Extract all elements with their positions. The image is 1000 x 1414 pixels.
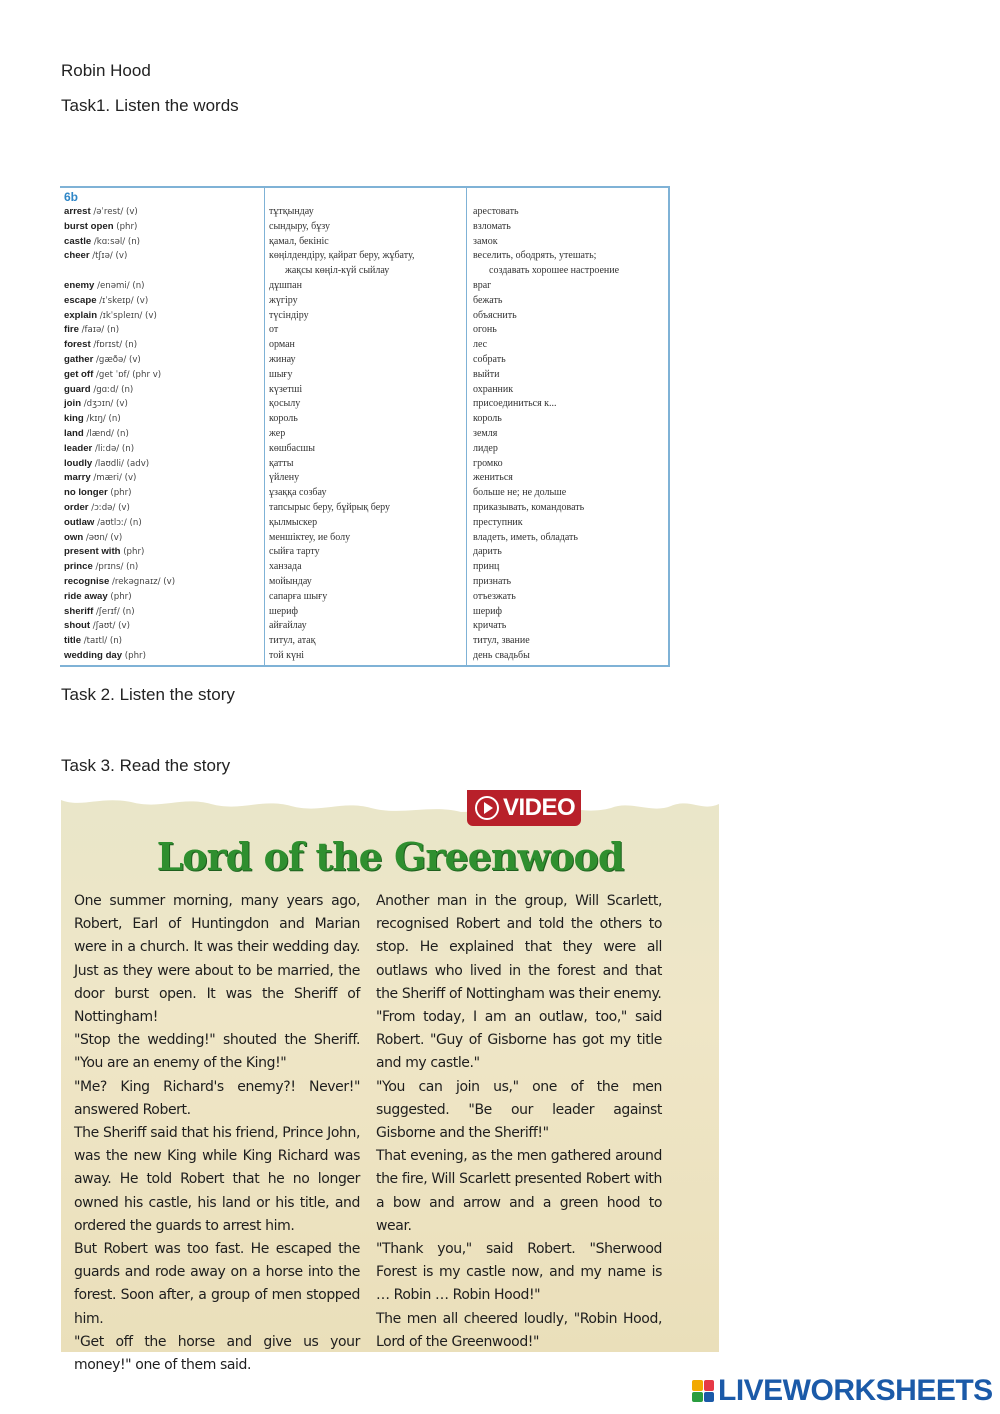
- vocab-kazakh: [269, 531, 464, 546]
- vocab-phonetic: /prɪns/ (n): [95, 562, 139, 573]
- vocab-word: [64, 545, 260, 560]
- vocab-kazakh-text: қосылу: [269, 398, 301, 410]
- vocab-kazakh-text: дұшпан: [269, 279, 302, 291]
- vocab-russian: [473, 486, 666, 501]
- unit-label: 6b: [64, 190, 79, 204]
- vocab-headword: land: [64, 427, 84, 439]
- vocab-word: [64, 427, 260, 442]
- vocab-headword: gather: [64, 353, 94, 365]
- vocab-kazakh: [269, 471, 464, 486]
- vocab-kazakh-text: ұзаққа созбау: [269, 487, 327, 499]
- vocab-kazakh: [269, 605, 464, 620]
- vocab-headword: enemy: [64, 279, 95, 291]
- vocab-russian-text: день свадьбы: [473, 649, 530, 661]
- vocab-headword: leader: [64, 442, 93, 454]
- vocab-word: [64, 279, 260, 294]
- vocab-russian: [473, 634, 666, 649]
- story-panel: [61, 790, 719, 1374]
- task3-heading: Task 3. Read the story: [61, 756, 231, 775]
- vocab-kazakh-text: шығу: [269, 368, 293, 380]
- vocab-kazakh: [269, 249, 464, 279]
- vocab-russian-text: шериф: [473, 605, 502, 617]
- task1-heading: Task1. Listen the words: [61, 96, 239, 115]
- vocab-headword: fire: [64, 324, 79, 336]
- vocab-headword: escape: [64, 294, 97, 306]
- russian-column: [466, 188, 666, 665]
- vocab-russian: [473, 294, 666, 309]
- vocab-headword: shout: [64, 620, 91, 632]
- vocab-russian-text: взломать: [473, 220, 511, 232]
- vocab-headword: present with: [64, 546, 121, 558]
- vocab-russian-text: охранник: [473, 383, 514, 395]
- vocab-russian: [473, 575, 666, 590]
- vocab-phonetic: /ɪˈskeɪp/ (v): [99, 295, 149, 306]
- vocab-phonetic: (phr): [116, 221, 138, 232]
- vocab-russian-text: больше не; не дольше: [473, 487, 567, 499]
- vocab-russian-text: замок: [473, 235, 498, 247]
- vocab-headword: loudly: [64, 457, 93, 469]
- vocab-kazakh: [269, 383, 464, 398]
- video-label: VIDEO: [503, 794, 576, 821]
- vocab-kazakh-text: мойындау: [269, 575, 312, 587]
- vocab-word: [64, 368, 260, 383]
- vocab-word: [64, 220, 260, 235]
- video-button[interactable]: [467, 790, 581, 826]
- vocab-kazakh: [269, 220, 464, 235]
- vocab-phonetic: /dʒɔɪn/ (v): [83, 399, 128, 410]
- vocab-russian-text: бежать: [473, 294, 503, 306]
- vocab-kazakh-text: король: [269, 413, 298, 425]
- vocab-russian-text: враг: [473, 279, 492, 291]
- vocab-kazakh-text: қамал, бекініс: [269, 235, 329, 247]
- vocab-russian: [473, 619, 666, 634]
- vocab-russian: [473, 338, 666, 353]
- vocab-russian: [473, 457, 666, 472]
- vocab-kazakh: [269, 457, 464, 472]
- vocab-russian-text: веселить, ободрять, утешать;: [473, 250, 597, 262]
- vocab-russian-text-cont: создавать хорошее настроение: [489, 265, 620, 277]
- vocab-phonetic: (phr): [110, 591, 132, 602]
- vocab-kazakh-text: сындыру, бұзу: [269, 220, 331, 232]
- vocab-kazakh-text: жүгіру: [269, 294, 298, 306]
- vocab-kazakh: [269, 279, 464, 294]
- vocab-russian: [473, 353, 666, 368]
- vocab-phonetic: /gæðə/ (v): [96, 354, 141, 365]
- vocab-phonetic: /liːdə/ (n): [94, 443, 135, 454]
- vocab-headword: prince: [64, 561, 93, 573]
- story-paragraph: Another man in the group, Will Scarlett, recognised Robert and told the others to stop. He explained that they were all outlaws who lived in the forest and that the Sheriff of Nottingham was their enemy.: [376, 893, 662, 1002]
- vocab-phonetic: /əˈrest/ (v): [93, 207, 138, 217]
- vocab-word: [64, 516, 260, 531]
- vocab-phonetic: /fɒrɪst/ (n): [93, 340, 138, 351]
- vocab-phonetic: /ɪkˈspleɪn/ (v): [99, 310, 157, 321]
- vocab-russian: [473, 309, 666, 324]
- vocab-kazakh: [269, 516, 464, 531]
- vocab-russian-text: арестовать: [473, 206, 519, 217]
- vocab-headword: sheriff: [64, 605, 94, 617]
- vocab-kazakh-text: орман: [269, 339, 295, 351]
- vocab-russian: [473, 560, 666, 575]
- vocab-word: [64, 338, 260, 353]
- vocab-word: [64, 412, 260, 427]
- vocab-word: [64, 619, 260, 634]
- vocab-kazakh: [269, 590, 464, 605]
- vocab-headword: burst open: [64, 220, 114, 232]
- vocab-kazakh-text: қылмыскер: [269, 516, 318, 528]
- vocab-headword: no longer: [64, 487, 108, 499]
- vocab-russian: [473, 397, 666, 412]
- vocab-russian: [473, 590, 666, 605]
- story-paragraph: "Me? King Richard's enemy?! Never!" answered Robert.: [74, 1078, 360, 1118]
- vocab-word: [64, 397, 260, 412]
- vocab-kazakh-text: сыйға тарту: [269, 546, 320, 558]
- vocab-russian: [473, 279, 666, 294]
- vocab-russian-text: объяснить: [473, 309, 517, 321]
- english-column: [64, 188, 260, 665]
- vocab-headword: arrest: [64, 206, 91, 217]
- vocab-headword: marry: [64, 472, 91, 484]
- vocab-kazakh: [269, 486, 464, 501]
- vocab-russian: [473, 368, 666, 383]
- vocab-russian-text: признать: [473, 575, 512, 587]
- vocab-kazakh-text: айғайлау: [269, 620, 307, 632]
- vocab-word: [64, 309, 260, 324]
- vocab-phonetic: /ʃerɪf/ (n): [96, 606, 135, 617]
- vocab-kazakh-text: көңілдендіру, қайрат беру, жұбату,: [269, 250, 415, 262]
- vocab-word: [64, 590, 260, 605]
- vocab-phonetic: /gɑːd/ (n): [93, 384, 134, 395]
- vocab-russian: [473, 323, 666, 338]
- vocab-kazakh-text: ханзада: [269, 561, 302, 573]
- vocab-phonetic: /aʊtlɔː/ (n): [97, 517, 142, 528]
- vocab-russian: [473, 531, 666, 546]
- play-icon: [475, 796, 499, 820]
- vocab-word: [64, 442, 260, 457]
- vocab-headword: join: [64, 398, 82, 410]
- vocab-headword: cheer: [64, 250, 90, 262]
- vocab-kazakh: [269, 353, 464, 368]
- vocab-russian-text: принц: [473, 561, 500, 573]
- vocab-kazakh-text: от: [269, 324, 279, 336]
- vocab-kazakh: [269, 634, 464, 649]
- vocab-russian-text: огонь: [473, 324, 497, 336]
- vocab-kazakh: [269, 323, 464, 338]
- vocab-russian-text: дарить: [473, 546, 502, 558]
- vocab-russian-text: жениться: [473, 472, 513, 484]
- vocab-word: [64, 457, 260, 472]
- vocab-phonetic: /ʃaʊt/ (v): [92, 621, 130, 632]
- vocab-russian-text: выйти: [473, 368, 500, 380]
- liveworksheets-logo[interactable]: [692, 1376, 993, 1406]
- logo-text: LIVEWORKSHEETS: [718, 1374, 993, 1407]
- vocab-headword: own: [64, 531, 84, 543]
- vocab-headword: wedding day: [64, 649, 123, 661]
- vocab-kazakh-text: меншіктеу, ие болу: [269, 531, 351, 543]
- vocab-phonetic: /tʃɪə/ (v): [92, 251, 128, 262]
- vocab-kazakh-text: көшбасшы: [269, 442, 315, 454]
- story-paragraph: The Sheriff said that his friend, Prince John, was the new King while King Richard was away. He told Robert that he no longer owned his castle, his land or his title, and ordered the guards to arrest him.: [74, 1125, 360, 1234]
- vocab-word: [64, 501, 260, 516]
- vocab-word: [64, 634, 260, 649]
- vocab-headword: outlaw: [64, 516, 95, 528]
- vocab-kazakh-text: түсіндіру: [269, 309, 309, 321]
- story-paragraph: That evening, as the men gathered around the fire, Will Scarlett presented Robert with a bow and arrow and a green hood to wear.: [376, 1148, 662, 1234]
- vocab-russian: [473, 427, 666, 442]
- vocab-russian: [473, 501, 666, 516]
- story-paragraph: "Get off the horse and give us your money!" one of them said.: [74, 1333, 360, 1374]
- vocab-phonetic: /laʊdli/ (adv): [94, 458, 150, 469]
- vocab-russian-text: громко: [473, 457, 503, 469]
- vocab-kazakh-text: жер: [269, 427, 286, 439]
- vocab-headword: castle: [64, 235, 92, 247]
- vocab-headword: order: [64, 501, 89, 513]
- story-title: Lord of the Greenwood: [156, 834, 624, 879]
- vocab-kazakh-text: қатты: [269, 457, 294, 469]
- vocab-kazakh: [269, 560, 464, 575]
- vocab-phonetic: /taɪtl/ (n): [83, 636, 122, 647]
- vocab-headword: guard: [64, 383, 91, 395]
- vocab-kazakh: [269, 442, 464, 457]
- vocab-russian: [473, 205, 666, 220]
- vocab-kazakh-text: титул, атақ: [269, 635, 316, 647]
- vocab-word: [64, 531, 260, 546]
- vocab-word: [64, 649, 260, 664]
- vocab-russian: [473, 235, 666, 250]
- vocab-kazakh: [269, 294, 464, 309]
- vocab-russian: [473, 516, 666, 531]
- vocab-kazakh: [269, 338, 464, 353]
- vocab-word: [64, 235, 260, 250]
- vocab-russian: [473, 545, 666, 560]
- vocab-kazakh: [269, 235, 464, 250]
- vocab-kazakh-text: үйлену: [269, 472, 300, 484]
- vocab-kazakh: [269, 501, 464, 516]
- story-paragraph: "From today, I am an outlaw, too," said Robert. "Guy of Gisborne has got my title and my castle.": [376, 1009, 662, 1072]
- vocab-russian-text: король: [473, 413, 502, 425]
- story-paragraph: But Robert was too fast. He escaped the guards and rode away on a horse into the forest. Soon after, a group of men stopped him.: [74, 1241, 360, 1327]
- vocab-russian-text: владеть, иметь, обладать: [473, 531, 578, 543]
- document-title: Robin Hood: [61, 61, 151, 80]
- vocab-headword: get off: [64, 368, 94, 380]
- story-paragraph: "Thank you," said Robert. "Sherwood Forest is my castle now, and my name is … Robin … Robin Hood!": [376, 1241, 662, 1304]
- vocab-phonetic: (phr): [124, 650, 146, 661]
- task2-heading: Task 2. Listen the story: [61, 685, 235, 704]
- vocab-phonetic: /rekəgnaɪz/ (v): [112, 576, 176, 587]
- vocab-phonetic: /faɪə/ (n): [81, 325, 120, 336]
- vocab-russian-text: лес: [473, 339, 488, 351]
- vocab-phonetic: /əʊn/ (v): [85, 532, 123, 543]
- vocab-russian-text: отъезжать: [473, 590, 516, 602]
- vocab-kazakh-text: той күні: [269, 649, 305, 661]
- vocab-russian-text: земля: [473, 427, 498, 439]
- vocab-russian-text: кричать: [473, 620, 507, 632]
- vocab-phonetic: /ɔːdə/ (v): [91, 502, 130, 513]
- vocab-headword: explain: [64, 309, 98, 321]
- story-paragraph: The men all cheered loudly, "Robin Hood, Lord of the Greenwood!": [376, 1310, 662, 1350]
- story-paragraph: "Stop the wedding!" shouted the Sheriff. "You are an enemy of the King!": [74, 1032, 360, 1072]
- vocab-word: [64, 323, 260, 338]
- vocab-russian: [473, 220, 666, 235]
- vocab-kazakh-text-cont: жақсы көңіл-күй сыйлау: [285, 265, 390, 277]
- vocab-kazakh: [269, 575, 464, 590]
- vocab-kazakh: [269, 309, 464, 324]
- vocab-phonetic: /kɑːsəl/ (n): [93, 236, 141, 247]
- vocab-kazakh: [269, 397, 464, 412]
- vocab-russian: [473, 442, 666, 457]
- vocab-kazakh: [269, 427, 464, 442]
- vocab-phonetic: (phr): [110, 488, 132, 499]
- vocab-word: [64, 486, 260, 501]
- vocab-kazakh: [269, 368, 464, 383]
- vocab-phonetic: /get ˈɒf/ (phr v): [95, 369, 162, 380]
- vocab-russian-text: лидер: [473, 442, 498, 454]
- vocab-kazakh-text: тұтқындау: [269, 206, 314, 217]
- vocab-kazakh-text: жинау: [269, 353, 296, 365]
- vocab-word: [64, 560, 260, 575]
- story-left-column: [74, 890, 360, 1377]
- vocab-kazakh: [269, 412, 464, 427]
- vocab-headword: king: [64, 413, 84, 425]
- vocab-word: [64, 383, 260, 398]
- vocab-phonetic: (phr): [123, 547, 145, 558]
- vocab-russian: [473, 383, 666, 398]
- vocab-word: [64, 605, 260, 620]
- vocab-word: [64, 471, 260, 486]
- vocab-word: [64, 575, 260, 590]
- vocab-headword: title: [64, 635, 82, 647]
- vocabulary-table: [60, 186, 670, 667]
- vocab-phonetic: /mæri/ (v): [93, 473, 137, 484]
- kazakh-column: [264, 188, 464, 665]
- vocab-word: [64, 353, 260, 368]
- vocab-word: [64, 249, 260, 279]
- vocab-headword: ride away: [64, 590, 108, 602]
- vocab-kazakh-text: сапарға шығу: [269, 590, 328, 602]
- story-paragraph: One summer morning, many years ago, Robert, Earl of Huntingdon and Marian were in a church. It was their wedding day. Just as they were about to be married, the door burst open. It was the Sheriff of Nottingham!: [74, 893, 360, 1026]
- vocab-headword: recognise: [64, 575, 110, 587]
- vocab-word: [64, 294, 260, 309]
- vocab-russian-text: преступник: [473, 516, 523, 528]
- vocab-kazakh: [269, 205, 464, 220]
- vocab-russian: [473, 249, 666, 279]
- logo-badge-icon: [692, 1380, 714, 1402]
- vocab-kazakh: [269, 619, 464, 634]
- vocab-russian: [473, 471, 666, 486]
- vocab-kazakh-text: шериф: [269, 605, 298, 617]
- vocab-russian-text: собрать: [473, 353, 506, 365]
- vocab-phonetic: /lænd/ (n): [86, 428, 129, 439]
- vocab-russian: [473, 412, 666, 427]
- vocab-russian: [473, 605, 666, 620]
- vocab-russian-text: титул, звание: [473, 635, 530, 647]
- vocab-russian-text: приказывать, командовать: [473, 501, 585, 513]
- vocab-russian: [473, 649, 666, 664]
- vocab-phonetic: /enəmi/ (n): [97, 280, 145, 291]
- vocab-word: [64, 205, 260, 220]
- vocab-kazakh: [269, 649, 464, 664]
- vocab-headword: forest: [64, 339, 91, 351]
- story-right-column: [376, 890, 662, 1354]
- vocab-phonetic: /kɪŋ/ (n): [86, 414, 121, 425]
- vocab-kazakh-text: тапсырыс беру, бұйрық беру: [269, 501, 391, 513]
- vocab-kazakh: [269, 545, 464, 560]
- vocab-russian-text: присоединиться к...: [473, 398, 557, 410]
- torn-paper-edge: [61, 790, 719, 820]
- story-paragraph: "You can join us," one of the men suggested. "Be our leader against Gisborne and the Sheriff!": [376, 1078, 662, 1142]
- vocab-kazakh-text: күзетші: [269, 383, 303, 395]
